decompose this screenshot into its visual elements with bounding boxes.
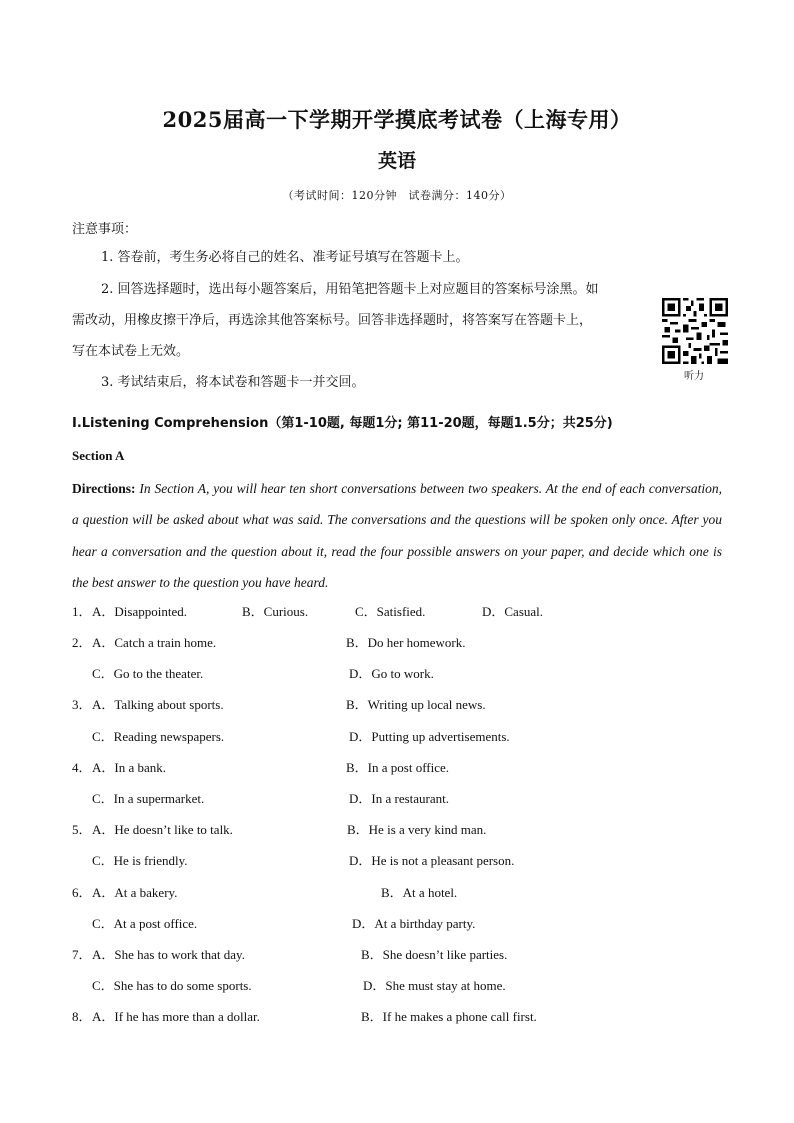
option-d: D．Casual. [482,604,544,619]
option-a: A．At a bakery. [92,885,178,900]
option-b: B．Do her homework. [346,635,466,650]
option-b: B．Curious. [242,604,309,619]
option-c: C．Go to the theater. [92,666,204,681]
option-b: B．He is a very kind man. [347,822,487,837]
directions-text: In Section A, you will hear ten short conversations between two speakers. At the end of each conversation, a question will be asked about what was said. The conversations and the questions will be spoken only once. After you hear a conversation and the question about it, read the four possible answers on your paper, and decide which one is the best answer to the question you have heard. [72,481,723,590]
page-title: 2025届高一下学期开学摸底考试卷（上海专用） [162,107,632,132]
option-c: C．She has to do some sports. [92,978,252,993]
notice-item-2-line-1: 2. 回答选择题时，选出每小题答案后，用铅笔把答题卡上对应题目的答案标号涂黑。如 [101,282,599,297]
exam-info: （考试时间：120分钟 试卷满分：140分） [282,189,512,202]
section-heading: I.Listening Comprehension（第1-10题, 每题1分; 第11-20题，每题1.5分；共25分) [72,416,613,431]
option-b: B．Writing up local news. [346,697,486,712]
question-number: 7． [72,947,92,962]
option-d: D．Go to work. [349,666,434,681]
option-b: B．If he makes a phone call first. [361,1009,537,1024]
directions-label: Directions: [72,481,136,496]
option-d: D．In a restaurant. [349,791,449,806]
option-c: C．He is friendly. [92,853,188,868]
subject-title: 英语 [377,150,416,172]
option-a: A．She has to work that day. [92,947,245,962]
option-d: D．At a birthday party. [352,916,476,931]
question-number: 1． [72,604,92,619]
notice-item-2-line-2: 需改动，用橡皮擦干净后，再选涂其他答案标号。回答非选择题时，将答案写在答题卡上， [72,313,593,328]
notice-item-3: 3. 考试结束后，将本试卷和答题卡一并交回。 [101,375,365,390]
option-a: A．Disappointed. [92,604,187,619]
question-number: 5． [72,822,92,837]
option-c: C．In a supermarket. [92,791,205,806]
option-a: A．In a bank. [92,760,167,775]
option-d: D．Putting up advertisements. [349,729,510,744]
option-b: B．At a hotel. [381,885,458,900]
option-a: A．Catch a train home. [92,635,217,650]
option-c: C．Reading newspapers. [92,729,225,744]
qr-label: 听力 [684,371,704,382]
option-b: B．In a post office. [346,760,450,775]
section-a-title: Section A [72,448,125,463]
option-d: D．She must stay at home. [363,978,506,993]
option-c: C．Satisfied. [355,604,426,619]
question-number: 6． [72,885,92,900]
option-a: A．If he has more than a dollar. [92,1009,260,1024]
qr-code-icon[interactable] [662,298,728,364]
option-a: A．He doesn’t like to talk. [92,822,233,837]
question-number: 4． [72,760,92,775]
question-number: 8． [72,1009,92,1024]
notice-item-1: 1. 答卷前，考生务必将自己的姓名、准考证号填写在答题卡上。 [101,250,469,265]
question-number: 2． [72,635,92,650]
notice-item-2-line-3: 写在本试卷上无效。 [72,344,190,359]
option-c: C．At a post office. [92,916,198,931]
notice-title: 注意事项： [72,222,138,237]
option-a: A．Talking about sports. [92,697,224,712]
option-d: D．He is not a pleasant person. [349,853,515,868]
option-b: B．She doesn’t like parties. [361,947,508,962]
directions-paragraph [72,473,722,598]
question-number: 3． [72,697,92,712]
